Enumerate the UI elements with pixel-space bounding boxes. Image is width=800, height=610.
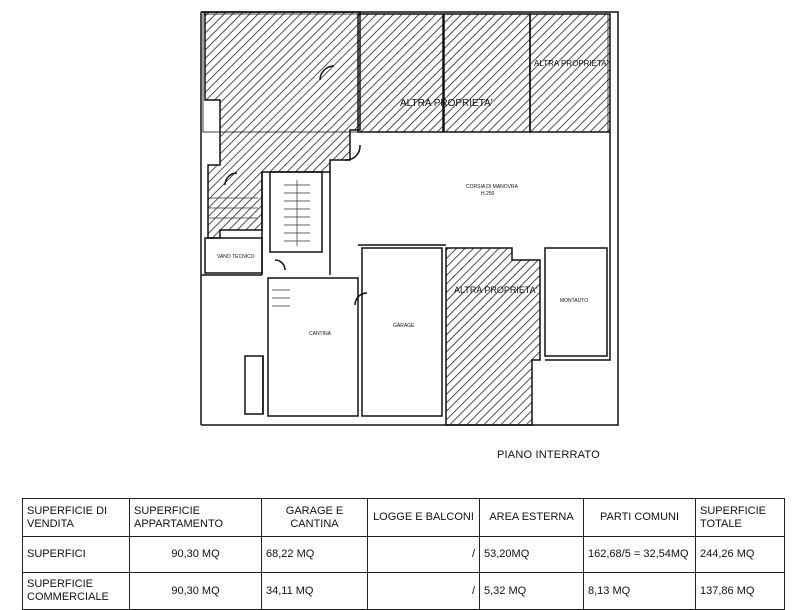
header-superficie-appartamento: SUPERFICIE APPARTAMENTO xyxy=(130,499,262,537)
cell-row2-garage: 34,11 MQ xyxy=(262,573,368,610)
drawing-title: PIANO INTERRATO xyxy=(497,449,600,461)
header-superficie-vendita: SUPERFICIE DI VENDITA xyxy=(23,499,130,537)
header-parti-comuni: PARTI COMUNI xyxy=(584,499,696,537)
cell-row1-appartamento: 90,30 MQ xyxy=(130,537,262,573)
table-row xyxy=(23,573,785,610)
label-cantina: CANTINA xyxy=(309,331,331,337)
header-superficie-totale: SUPERFICIE TOTALE xyxy=(696,499,785,537)
label-corsia-di-manovra: CORSIA DI MANOVRA xyxy=(466,184,518,190)
cell-row2-label: SUPERFICIE COMMERCIALE xyxy=(23,573,130,610)
table-row xyxy=(23,537,785,573)
cell-row2-logge: / xyxy=(368,573,480,610)
surface-summary-table xyxy=(22,498,785,610)
label-altra-proprieta-bottom: ALTRA PROPRIETA' xyxy=(454,285,538,295)
label-altra-proprieta-right: ALTRA PROPRIETA' xyxy=(534,59,609,68)
hatched-area-top-1 xyxy=(358,14,443,132)
hatched-area-left xyxy=(201,12,360,238)
label-vano-tecnico: VANO TECNICO xyxy=(217,254,255,260)
cell-row1-logge: / xyxy=(368,537,480,573)
cell-row1-label: SUPERFICI xyxy=(23,537,130,573)
cell-row2-appartamento: 90,30 MQ xyxy=(130,573,262,610)
label-montauto: MONTAUTO xyxy=(560,298,589,304)
cell-row1-garage: 68,22 MQ xyxy=(262,537,368,573)
hatched-area-bottom xyxy=(446,248,540,425)
cell-row2-parti-comuni: 8,13 MQ xyxy=(584,573,696,610)
header-logge-balconi: LOGGE E BALCONI xyxy=(368,499,480,537)
header-garage-cantina: GARAGE E CANTINA xyxy=(262,499,368,537)
label-corsia-height: H.250 xyxy=(481,191,495,197)
hatched-area-top-2 xyxy=(444,14,530,132)
header-area-esterna: AREA ESTERNA xyxy=(480,499,584,537)
cell-row2-totale: 137,86 MQ xyxy=(696,573,785,610)
table-header-row xyxy=(23,499,785,537)
cell-row1-parti-comuni: 162,68/5 = 32,54MQ xyxy=(584,537,696,573)
cell-row2-area-esterna: 5,32 MQ xyxy=(480,573,584,610)
cell-row1-area-esterna: 53,20MQ xyxy=(480,537,584,573)
label-altra-proprieta-top: ALTRA PROPRIETA' xyxy=(400,98,493,109)
label-garage: GARAGE xyxy=(393,323,415,329)
hatched-area-top-3 xyxy=(530,14,610,132)
cell-row1-totale: 244,26 MQ xyxy=(696,537,785,573)
